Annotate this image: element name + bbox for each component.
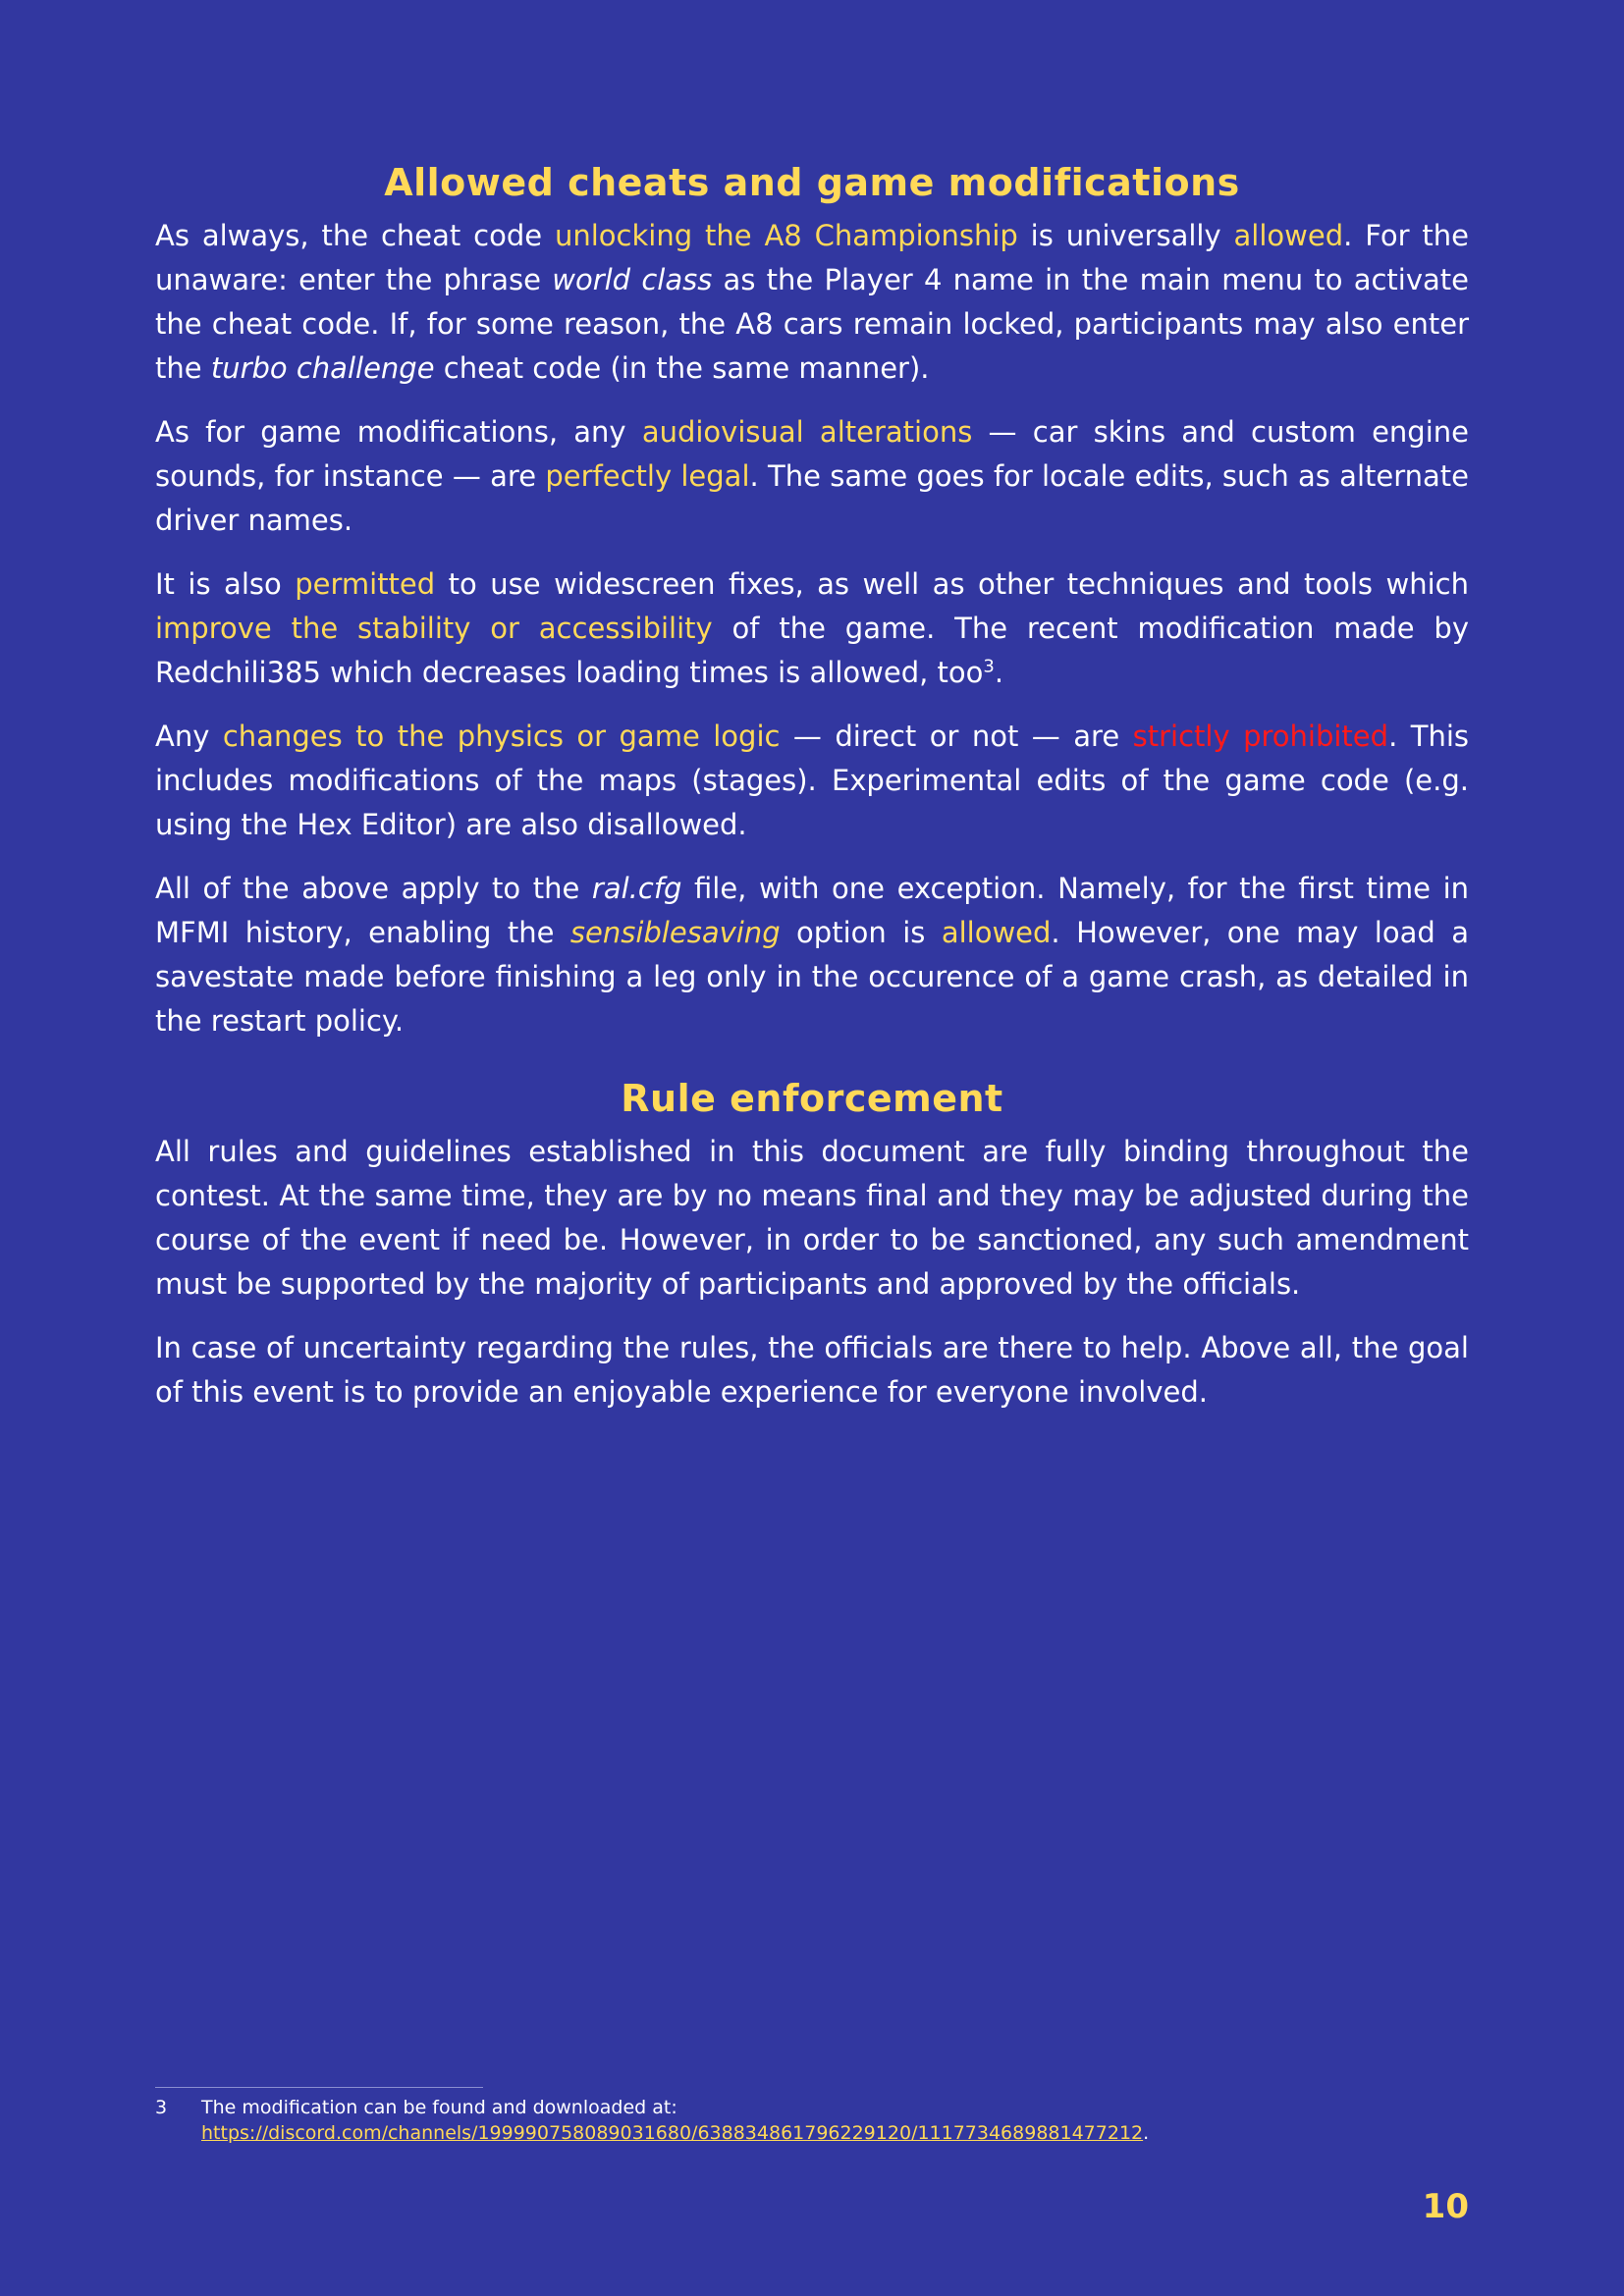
paragraph-ral-cfg (155, 867, 1469, 1043)
highlight-allowed: allowed (1233, 219, 1344, 252)
paragraph-game-modifications (155, 410, 1469, 543)
footnote-divider (155, 2087, 483, 2088)
footnote-link[interactable]: https://discord.com/channels/199990758089031680/638834861796229120/1117734689881477212 (201, 2122, 1144, 2144)
paragraph-cheat-code (155, 214, 1469, 391)
highlight-permitted: permitted (295, 567, 436, 601)
footnote-reference[interactable]: 3 (983, 656, 995, 677)
text-span: as the Player 4 name in the main menu to activate the cheat code. If, for some reason, the A8 cars remain locked, participants may also enter the (155, 263, 1469, 385)
italic-sensiblesaving: sensiblesaving (569, 916, 781, 949)
text-span: file, with one exception. Namely, for the first time in MFMI history, enabling the (155, 872, 1470, 949)
section-title-allowed-cheats: Allowed cheats and game modifications (384, 161, 1240, 204)
text-span: It is also (155, 567, 296, 601)
highlight-perfectly-legal: perfectly legal (545, 459, 750, 493)
italic-ral-cfg: ral.cfg (591, 872, 682, 905)
text-span: . However, one may load a savestate made before finishing a leg only in the occurence of a game crash, as detailed in the restart policy. (155, 916, 1469, 1038)
paragraph-prohibited-changes (155, 715, 1469, 847)
page-content (155, 157, 1469, 1434)
text-span: — direct or not — are (780, 720, 1133, 753)
footnote-link-line (201, 2120, 1149, 2146)
footnote-text: The modification can be found and downloaded at: (201, 2097, 677, 2118)
highlight-physics: changes to the physics or game logic (222, 720, 781, 753)
text-span: As for game modifications, any (155, 415, 642, 449)
text-span: option is (780, 916, 942, 949)
section-title-rule-enforcement: Rule enforcement (621, 1077, 1003, 1120)
text-span: As always, the cheat code (155, 219, 555, 252)
text-span: of the game. The recent modification made by Redchili385 which decreases loading times is allowed, too (155, 612, 1469, 689)
italic-turbo-challenge: turbo challenge (210, 351, 435, 385)
text-span: Any (155, 720, 223, 753)
text-span: . (994, 656, 1004, 689)
text-span: . The same goes for locale edits, such as alternate driver names. (155, 459, 1469, 537)
text-span: All of the above apply to the (155, 872, 592, 905)
italic-world-class: world class (552, 263, 713, 296)
text-span: — car skins and custom engine sounds, for instance — are (155, 415, 1469, 493)
text-span: . For the unaware: enter the phrase (155, 219, 1469, 296)
paragraph-rules-binding: All rules and guidelines established in this document are fully binding throughout the contest. At the same time, they are by no means final and they may be adjusted during the course of the event if need be. However, in order to be sanctioned, any such amendment must be supported by the majority of participants and approved by the officials. (155, 1135, 1469, 1301)
text-span: . This includes modifications of the maps (stages). Experimental edits of the game code (e.g. using the Hex Editor) are also disallowed. (155, 720, 1469, 841)
highlight-a8-championship: unlocking the A8 Championship (554, 219, 1018, 252)
page-number: 10 (1422, 2187, 1469, 2226)
text-span: is universally (1017, 219, 1234, 252)
footnote-body (201, 2095, 1149, 2146)
paragraph-widescreen-fixes (155, 562, 1469, 695)
text-span: cheat code (in the same manner). (434, 351, 930, 385)
highlight-audiovisual: audiovisual alterations (641, 415, 973, 449)
text-span: to use widescreen fixes, as well as other techniques and tools which (435, 567, 1469, 601)
footnote-end: . (1143, 2122, 1150, 2144)
footnote-number: 3 (155, 2097, 168, 2118)
highlight-allowed: allowed (941, 916, 1052, 949)
highlight-stability: improve the stability or accessibility (155, 612, 713, 645)
highlight-strictly-prohibited: strictly prohibited (1132, 720, 1389, 753)
paragraph-officials-help: In case of uncertainty regarding the rules, the officials are there to help. Above all, the goal of this event is to provide an enjoyable experience for everyone involved. (155, 1331, 1469, 1409)
